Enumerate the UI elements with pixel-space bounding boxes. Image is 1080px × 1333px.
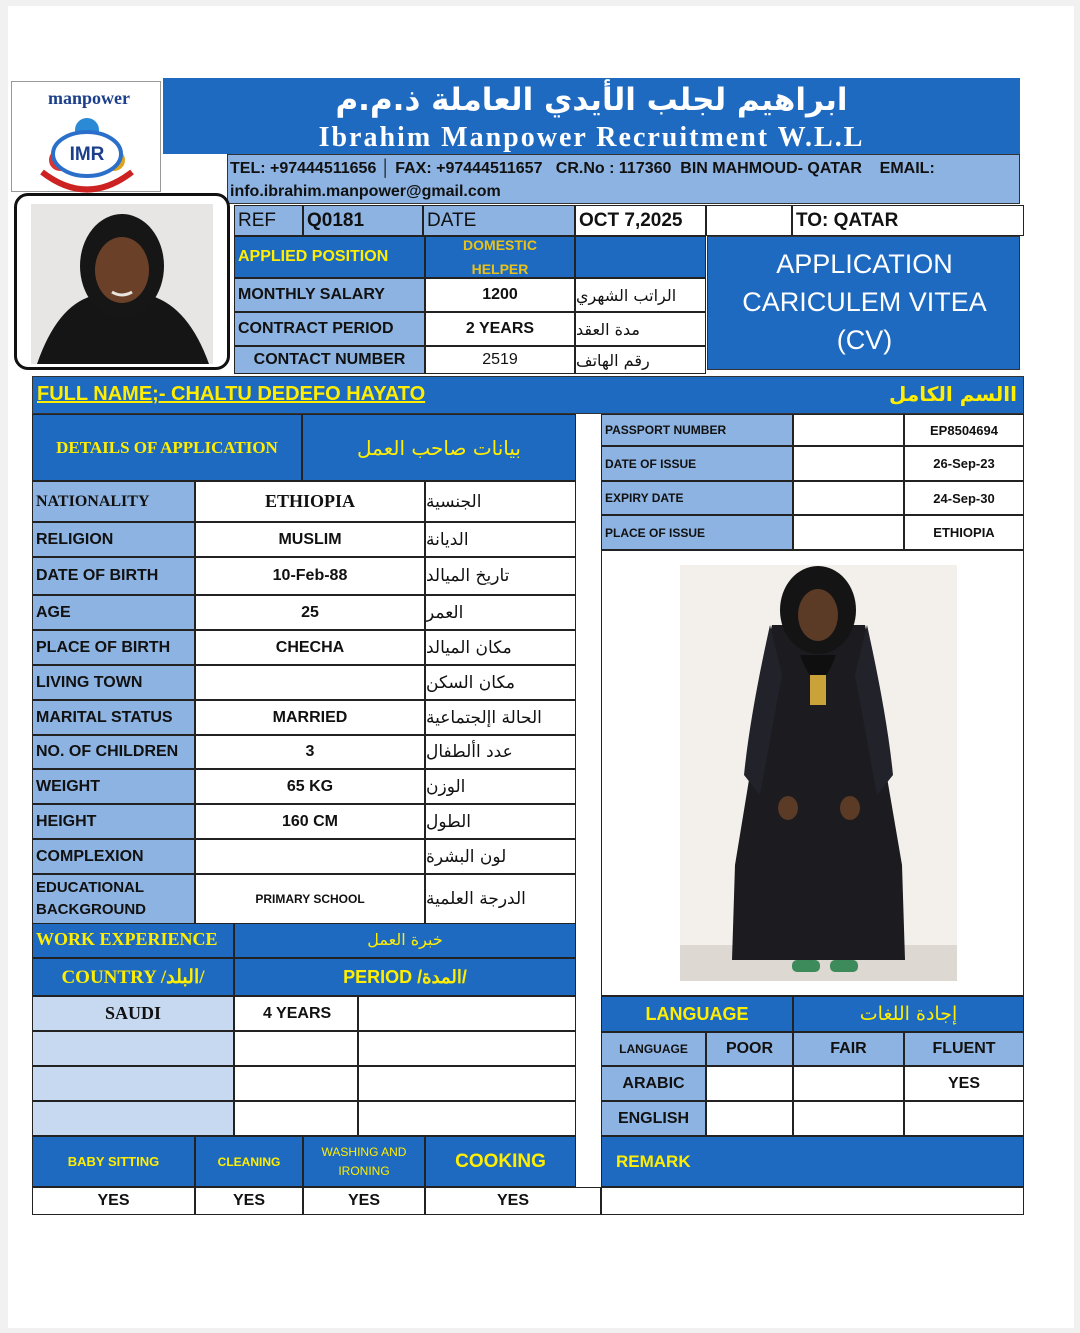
detail-value: CHECHA xyxy=(195,630,425,665)
full-name-bar xyxy=(32,376,1024,414)
salary-arabic: الراتب الشهري xyxy=(575,278,706,312)
cleaning-value: YES xyxy=(195,1187,303,1215)
remark-value xyxy=(601,1187,1024,1215)
detail-value: 65 KG xyxy=(195,769,425,804)
cooking-value: YES xyxy=(425,1187,601,1215)
work-experience-title: WORK EXPERIENCE xyxy=(32,920,234,958)
passport-value: 26-Sep-23 xyxy=(904,446,1024,481)
ref-blank xyxy=(706,205,792,236)
cv-title-line1: APPLICATION xyxy=(776,249,953,279)
detail-label: NO. OF CHILDREN xyxy=(32,735,195,769)
full-name-arabic: االسم الكامل xyxy=(889,382,1017,406)
passport-blank xyxy=(793,481,904,515)
detail-label: RELIGION xyxy=(32,522,195,557)
applied-position-label: APPLIED POSITION xyxy=(234,236,425,278)
ref-value: Q0181 xyxy=(303,205,423,236)
ref-label: REF xyxy=(234,205,303,236)
detail-label: LIVING TOWN xyxy=(32,665,195,700)
experience-extra xyxy=(358,1066,576,1101)
cv-page xyxy=(8,6,1074,1328)
detail-label: PLACE OF BIRTH xyxy=(32,630,195,665)
fair-col-header: FAIR xyxy=(793,1032,904,1066)
detail-label: COMPLEXION xyxy=(32,839,195,874)
washing-label xyxy=(303,1136,425,1187)
detail-value: PRIMARY SCHOOL xyxy=(195,874,425,924)
language-name: ARABIC xyxy=(601,1066,706,1101)
experience-extra xyxy=(358,1101,576,1136)
detail-value xyxy=(195,665,425,700)
baby-sitting-label: BABY SITTING xyxy=(32,1136,195,1187)
logo-mid-text: IMR xyxy=(69,144,105,165)
date-label: DATE xyxy=(423,205,575,236)
cv-title-line2: CARICULEM VITEA xyxy=(742,287,987,317)
cleaning-label: CLEANING xyxy=(195,1136,303,1187)
email-text: info.ibrahim.manpower@gmail.com xyxy=(230,183,501,200)
language-poor xyxy=(706,1101,793,1136)
experience-period xyxy=(234,1066,358,1101)
applied-position-value xyxy=(425,236,575,278)
contract-arabic: مدة العقد xyxy=(575,312,706,346)
language-name: ENGLISH xyxy=(601,1101,706,1136)
detail-arabic: الطول xyxy=(425,804,576,839)
passport-value: 24-Sep-30 xyxy=(904,481,1024,515)
washing-value: YES xyxy=(303,1187,425,1215)
detail-arabic: الحالة اإلجتماعية xyxy=(425,700,576,735)
passport-blank xyxy=(793,414,904,446)
logo xyxy=(11,81,161,192)
detail-value xyxy=(195,839,425,874)
detail-value: ETHIOPIA xyxy=(195,481,425,522)
detail-label: DATE OF BIRTH xyxy=(32,557,195,595)
salary-label: MONTHLY SALARY xyxy=(234,278,425,312)
detail-arabic: الوزن xyxy=(425,769,576,804)
language-title-arabic: إجادة اللغات xyxy=(793,996,1024,1032)
language-fluent: YES xyxy=(904,1066,1024,1101)
passport-label: DATE OF ISSUE xyxy=(601,446,793,481)
passport-label: PASSPORT NUMBER xyxy=(601,414,793,446)
contract-value: 2 YEARS xyxy=(425,312,575,346)
logo-top-text: manpower xyxy=(48,88,130,108)
details-title-arabic: بيانات صاحب العمل xyxy=(302,414,576,481)
experience-country xyxy=(32,1066,234,1101)
detail-arabic: مكان الميالد xyxy=(425,630,576,665)
language-fair xyxy=(793,1066,904,1101)
cooking-label: COOKING xyxy=(425,1136,576,1187)
cv-title-line3: (CV) xyxy=(836,325,893,355)
passport-value: ETHIOPIA xyxy=(904,515,1024,550)
detail-value: 25 xyxy=(195,595,425,630)
passport-value: EP8504694 xyxy=(904,414,1024,446)
language-fair xyxy=(793,1101,904,1136)
experience-extra xyxy=(358,1031,576,1066)
profile-photo xyxy=(17,196,227,367)
detail-arabic: الديانة xyxy=(425,522,576,557)
details-title: DETAILS OF APPLICATION xyxy=(32,414,302,481)
language-col-header: LANGUAGE xyxy=(601,1032,706,1066)
language-poor xyxy=(706,1066,793,1101)
detail-arabic: لون البشرة xyxy=(425,839,576,874)
detail-value: 3 xyxy=(195,735,425,769)
to-country: TO: QATAR xyxy=(792,205,1024,236)
fluent-col-header: FLUENT xyxy=(904,1032,1024,1066)
experience-country: SAUDI xyxy=(32,996,234,1031)
contact-number-label: CONTACT NUMBER xyxy=(234,346,425,374)
washing-label-text: WASHING AND IRONING xyxy=(321,1144,407,1178)
experience-country xyxy=(32,1031,234,1066)
detail-label: EDUCATIONAL BACKGROUND xyxy=(32,874,195,924)
profile-photo-frame xyxy=(14,193,230,370)
experience-period xyxy=(234,1101,358,1136)
remark-label: REMARK xyxy=(601,1136,1024,1187)
passport-blank xyxy=(793,515,904,550)
detail-value: 10-Feb-88 xyxy=(195,557,425,595)
contact-number-value: 2519 xyxy=(425,346,575,374)
detail-arabic: العمر xyxy=(425,595,576,630)
passport-label: PLACE OF ISSUE xyxy=(601,515,793,550)
detail-arabic: الدرجة العلمية xyxy=(425,874,576,924)
detail-label: MARITAL STATUS xyxy=(32,700,195,735)
contract-label: CONTRACT PERIOD xyxy=(234,312,425,346)
company-name-english: Ibrahim Manpower Recruitment W.L.L xyxy=(318,122,865,153)
company-banner xyxy=(163,78,1020,154)
country-header: COUNTRY /البلد/ xyxy=(32,958,234,996)
contact-number-arabic: رقم الهاتف xyxy=(575,346,706,374)
work-experience-arabic: خبرة العمل xyxy=(234,920,576,958)
full-photo-box xyxy=(601,550,1024,996)
contact-bar xyxy=(227,154,1020,204)
applied-position-blank xyxy=(575,236,706,278)
period-header: PERIOD /المدة/ xyxy=(234,958,576,996)
company-name-arabic: ابراهيم لجلب الأيدي العاملة ذ.م.م xyxy=(335,82,848,118)
date-value: OCT 7,2025 xyxy=(575,205,706,236)
poor-col-header: POOR xyxy=(706,1032,793,1066)
detail-label: AGE xyxy=(32,595,195,630)
full-body-photo xyxy=(680,565,957,981)
detail-arabic: مكان السكن xyxy=(425,665,576,700)
passport-label: EXPIRY DATE xyxy=(601,481,793,515)
detail-value: MUSLIM xyxy=(195,522,425,557)
cv-title-box xyxy=(707,236,1020,370)
detail-label: HEIGHT xyxy=(32,804,195,839)
detail-arabic: تاريخ الميالد xyxy=(425,557,576,595)
detail-arabic: الجنسية xyxy=(425,481,576,522)
experience-extra xyxy=(358,996,576,1031)
detail-value: 160 CM xyxy=(195,804,425,839)
detail-label: NATIONALITY xyxy=(32,481,195,522)
language-fluent xyxy=(904,1101,1024,1136)
language-title: LANGUAGE xyxy=(601,996,793,1032)
full-name-label: FULL NAME;- CHALTU DEDEFO HAYATO xyxy=(37,383,426,405)
experience-period xyxy=(234,1031,358,1066)
experience-period: 4 YEARS xyxy=(234,996,358,1031)
baby-sitting-value: YES xyxy=(32,1187,195,1215)
detail-label: WEIGHT xyxy=(32,769,195,804)
experience-country xyxy=(32,1101,234,1136)
detail-arabic: عدد األطفال xyxy=(425,735,576,769)
passport-blank xyxy=(793,446,904,481)
detail-value: MARRIED xyxy=(195,700,425,735)
applied-position-text: DOMESTIC HELPER xyxy=(463,237,537,277)
contact-line: TEL: +97444511656 │ FAX: +97444511657 CR.No : 117360 BIN MAHMOUD- QATAR EMAIL: xyxy=(230,160,935,177)
salary-value: 1200 xyxy=(425,278,575,312)
